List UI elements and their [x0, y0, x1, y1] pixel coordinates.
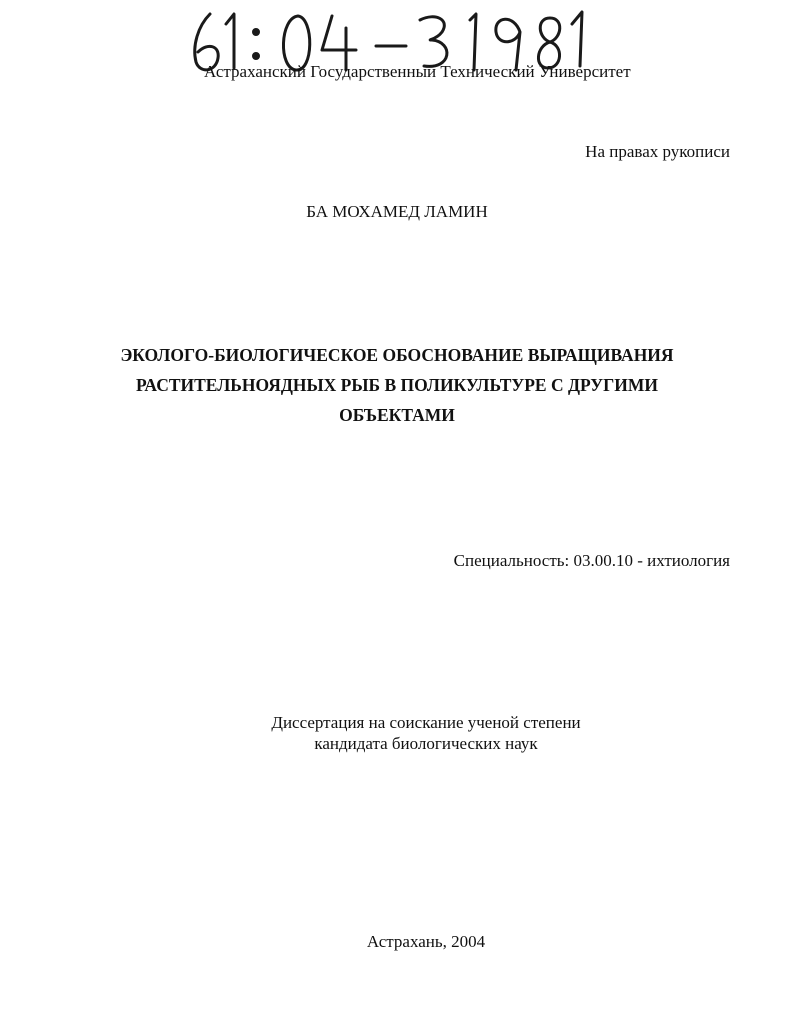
title-line-3: ОБЪЕКТАМИ: [339, 405, 455, 425]
degree-statement: [0, 712, 794, 754]
title-line-2: РАСТИТЕЛЬНОЯДНЫХ РЫБ В ПОЛИКУЛЬТУРЕ С ДРУГИМИ: [135, 375, 659, 395]
speciality: Специальность: 03.00.10 - ихтиология: [453, 551, 730, 570]
degree-line-1: Диссертация на соискание ученой степени: [271, 713, 581, 732]
manuscript-rights-note: На правах рукописи: [585, 142, 730, 161]
place-and-year: Астрахань, 2004: [366, 932, 486, 951]
university-name: Астраханский Государственный Технический Университет: [204, 62, 631, 81]
author-name: БА МОХАМЕД ЛАМИН: [306, 202, 488, 221]
dissertation-title: [60, 340, 734, 430]
title-line-1: ЭКОЛОГО-БИОЛОГИЧЕСКОЕ ОБОСНОВАНИЕ ВЫРАЩИВАНИЯ: [120, 345, 674, 365]
degree-line-2: кандидата биологических наук: [314, 734, 538, 753]
